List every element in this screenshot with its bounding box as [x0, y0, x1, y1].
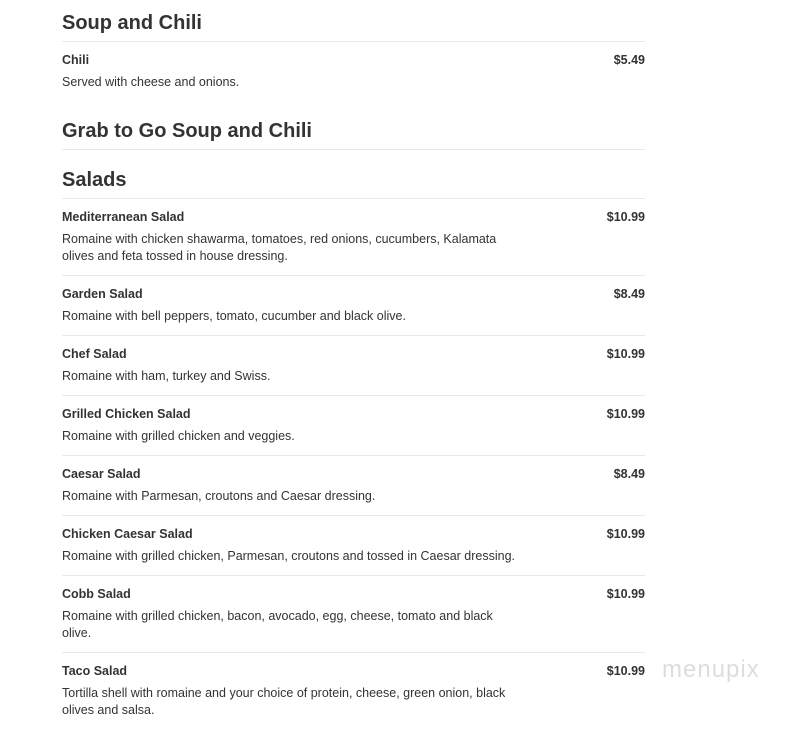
menu-item [62, 42, 645, 101]
item-name: Chef Salad [62, 347, 127, 361]
item-description: Romaine with grilled chicken and veggies. [62, 429, 295, 443]
menu-section [62, 11, 645, 101]
item-price: $10.99 [606, 210, 645, 224]
item-description: Romaine with Parmesan, croutons and Caesar dressing. [62, 489, 376, 503]
menu-section [62, 119, 645, 150]
item-description: Romaine with bell peppers, tomato, cucumber and black olive. [62, 309, 406, 323]
menu-item [62, 455, 645, 515]
item-description: Romaine with chicken shawarma, tomatoes, red onions, cucumbers, Kalamata olives and feta tossed in house dressing. [62, 232, 497, 263]
item-description: Tortilla shell with romaine and your choice of protein, cheese, green onion, black olives and salsa. [62, 686, 506, 717]
item-name: Mediterranean Salad [62, 210, 185, 224]
item-name: Chili [62, 53, 90, 67]
item-name: Garden Salad [62, 287, 143, 301]
item-price: $10.99 [606, 527, 645, 541]
item-price: $8.49 [613, 287, 645, 301]
item-price: $5.49 [613, 53, 645, 67]
item-description: Romaine with ham, turkey and Swiss. [62, 369, 271, 383]
menu-item [62, 575, 645, 652]
item-price: $10.99 [606, 587, 645, 601]
menu-item [62, 515, 645, 575]
item-name: Cobb Salad [62, 587, 131, 601]
item-price: $10.99 [606, 407, 645, 421]
menu [62, 11, 645, 729]
item-name: Taco Salad [62, 664, 128, 678]
menu-item [62, 652, 645, 729]
section-title: Grab to Go Soup and Chili [62, 119, 645, 150]
item-price: $10.99 [606, 347, 645, 361]
item-description: Romaine with grilled chicken, Parmesan, croutons and tossed in Caesar dressing. [62, 549, 516, 563]
menu-item [62, 199, 645, 275]
menu-section [62, 168, 645, 729]
section-title: Salads [62, 168, 645, 199]
item-price: $10.99 [606, 664, 645, 678]
section-title: Soup and Chili [62, 11, 645, 42]
item-name: Grilled Chicken Salad [62, 407, 191, 421]
item-name: Caesar Salad [62, 467, 141, 481]
menu-item [62, 395, 645, 455]
item-price: $8.49 [613, 467, 645, 481]
item-name: Chicken Caesar Salad [62, 527, 193, 541]
item-description: Served with cheese and onions. [62, 75, 240, 89]
menu-item [62, 335, 645, 395]
item-description: Romaine with grilled chicken, bacon, avocado, egg, cheese, tomato and black olive. [62, 609, 493, 640]
menu-item [62, 275, 645, 335]
watermark-logo: menupix [662, 656, 760, 683]
